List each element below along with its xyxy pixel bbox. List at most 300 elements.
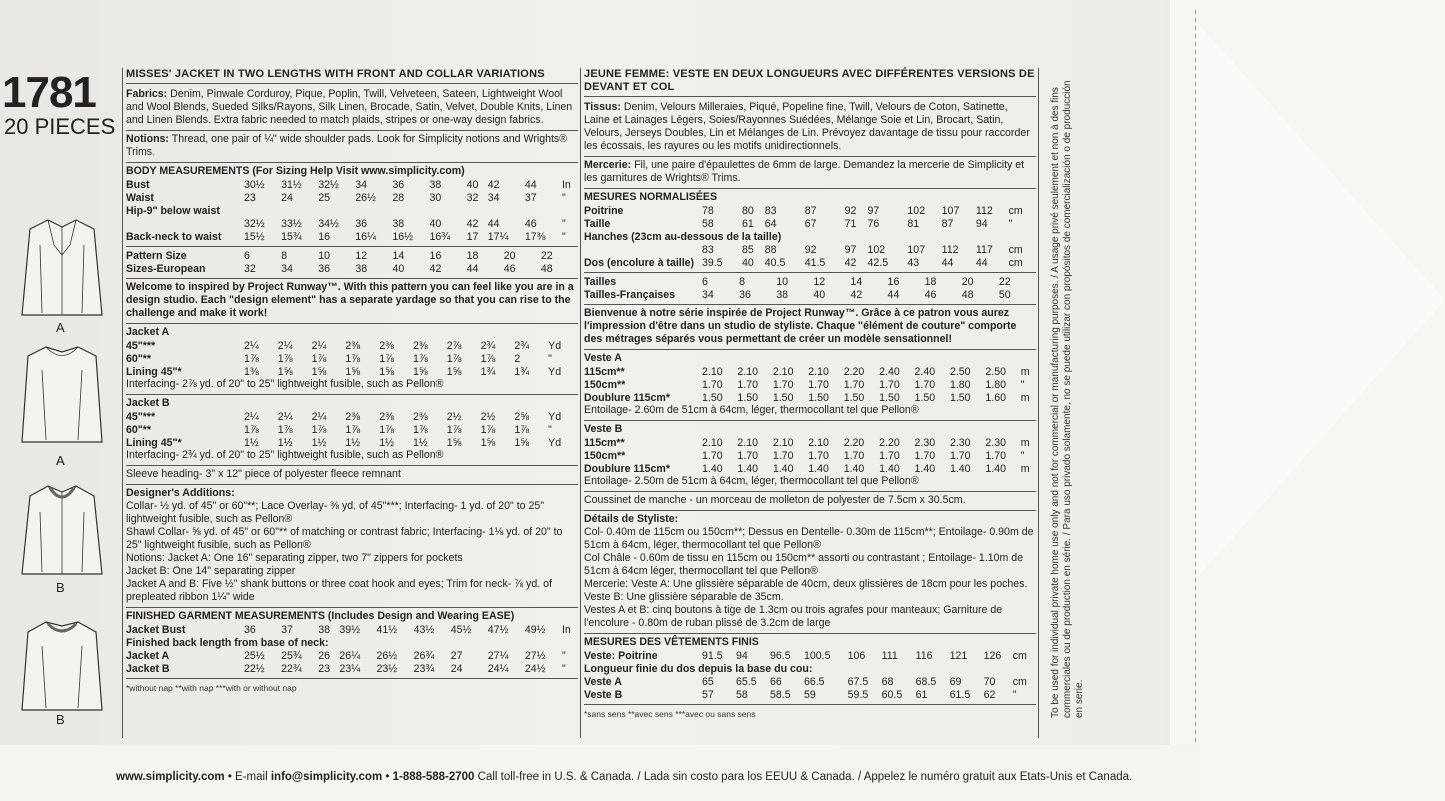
- column-rule-left: [122, 68, 123, 738]
- table-cell: 17¼: [487, 230, 509, 243]
- en-sizes: [126, 247, 578, 279]
- table-row: [126, 204, 578, 217]
- table-cell: 46: [924, 288, 937, 301]
- table-cell: 1.50: [808, 391, 829, 404]
- row-label: Jacket Bust: [126, 623, 186, 636]
- table-cell: 16¼: [355, 230, 376, 243]
- row-label: Hanches (23cm au-dessous de la taille): [584, 230, 782, 243]
- row-label: Hip-9" below waist: [126, 204, 220, 217]
- table-cell: 58.5: [769, 688, 791, 701]
- table-row: [126, 365, 578, 378]
- table-cell: 102: [867, 243, 886, 256]
- fr-finished-table: [584, 649, 1036, 701]
- en-body-measurements: [126, 163, 578, 247]
- row-label: 150cm**: [584, 449, 626, 462]
- table-cell: 39½: [339, 623, 361, 636]
- table-cell: 80: [741, 204, 754, 217]
- row-label: Veste: Poitrine: [584, 649, 658, 662]
- table-cell: 1⅞: [446, 423, 462, 436]
- table-cell: 50: [998, 288, 1011, 301]
- fr-notions-label: Mercerie:: [584, 159, 632, 171]
- usage-notice-line: To be used for individual private home use only and not for commercial or manufacturing purposes. / A usage privé seulement et non à des fins: [1050, 87, 1061, 718]
- table-cell: 61: [915, 688, 928, 701]
- table-row: [126, 178, 578, 191]
- table-cell: 1⅝: [379, 365, 394, 378]
- table-cell: 6: [244, 249, 250, 262]
- table-row: [584, 675, 1036, 688]
- table-cell: 27½: [524, 649, 546, 662]
- row-label: Sizes-European: [126, 262, 206, 275]
- fr-fabrics: [584, 99, 1036, 157]
- table-cell: 27¼: [487, 649, 509, 662]
- table-cell: 2.50: [949, 365, 971, 378]
- table-cell: m: [1020, 462, 1030, 475]
- table-row: [126, 649, 578, 662]
- jacket-a-front-sketch: [18, 215, 106, 320]
- table-cell: 2.30: [985, 436, 1006, 449]
- table-row: [126, 410, 578, 423]
- en-finished-head: FINISHED GARMENT MEASUREMENTS (Includes Design and Wearing EASE): [126, 610, 515, 622]
- table-cell: 1½: [412, 436, 428, 449]
- table-cell: 1⅝: [514, 436, 530, 449]
- table-cell: 116: [915, 649, 933, 662]
- row-label: [584, 243, 702, 256]
- french-column: [584, 68, 1036, 721]
- table-cell: 8: [739, 275, 746, 288]
- table-cell: 1.50: [879, 391, 900, 404]
- table-cell: 59: [803, 688, 816, 701]
- table-cell: Yd: [548, 436, 562, 449]
- table-cell: 34: [281, 262, 293, 275]
- fr-finished-measurements: [584, 634, 1036, 705]
- row-label: Back-neck to waist: [126, 230, 222, 243]
- table-row: [584, 256, 1036, 269]
- table-cell: 1.70: [949, 449, 971, 462]
- table-cell: 38: [318, 623, 330, 636]
- table-cell: 65.5: [735, 675, 757, 688]
- table-cell: 18: [466, 249, 479, 262]
- table-cell: cm: [1012, 649, 1027, 662]
- table-cell: 66.5: [803, 675, 825, 688]
- table-cell: 25: [318, 191, 330, 204]
- table-row: [126, 339, 578, 352]
- table-cell: 2¼: [311, 339, 327, 352]
- table-cell: 26: [318, 649, 330, 662]
- en-body-head: BODY MEASUREMENTS (For Sizing Help Visit www.simplicity.com): [126, 165, 465, 177]
- table-cell: 25½: [244, 649, 265, 662]
- table-row: [584, 391, 1036, 404]
- sketch-label-a1: A: [56, 320, 65, 335]
- row-label: Waist: [126, 191, 154, 204]
- row-label: 45"***: [126, 339, 156, 352]
- table-row: [126, 636, 578, 649]
- fr-designer-additions: [584, 511, 1036, 634]
- table-cell: 16½: [392, 230, 413, 243]
- table-cell: 23¼: [339, 662, 361, 675]
- table-cell: 15½: [244, 230, 265, 243]
- table-cell: 2¾: [480, 339, 496, 352]
- table-cell: 2¼: [244, 339, 259, 352]
- table-cell: 32½: [244, 217, 265, 230]
- table-row: [584, 462, 1036, 475]
- fr-jacket-a-interfacing: Entoilage- 2.60m de 51cm à 64cm, léger, thermocollant tel que Pellon®: [584, 404, 919, 416]
- table-cell: ": [561, 649, 566, 662]
- table-cell: 1.70: [914, 449, 936, 462]
- table-cell: 32: [466, 191, 479, 204]
- table-cell: 1⅞: [311, 352, 327, 365]
- table-cell: 27: [450, 649, 463, 662]
- table-cell: 1.70: [879, 449, 900, 462]
- table-cell: 1⅝: [277, 365, 293, 378]
- table-cell: ": [1012, 688, 1017, 701]
- fr-size-table: [584, 275, 1036, 301]
- table-row: [584, 649, 1036, 662]
- table-cell: 1.40: [808, 462, 829, 475]
- table-row: [584, 217, 1036, 230]
- en-notions-label: Notions:: [126, 133, 169, 145]
- table-cell: 57: [702, 688, 714, 701]
- footer-phone: 1-888-588-2700: [392, 771, 475, 783]
- row-label: Lining 45"*: [126, 365, 182, 378]
- row-label: Dos (encolure à taille): [584, 256, 695, 269]
- table-cell: 1½: [277, 436, 293, 449]
- table-cell: 16¾: [429, 230, 451, 243]
- table-cell: 16: [318, 230, 330, 243]
- table-cell: 38: [429, 178, 442, 191]
- sketch-label-b1: B: [56, 580, 65, 595]
- table-cell: Yd: [548, 339, 562, 352]
- table-cell: 37: [281, 623, 293, 636]
- table-cell: 62: [983, 688, 996, 701]
- table-cell: 1½: [345, 436, 361, 449]
- footer-website-link[interactable]: www.simplicity.com: [116, 771, 225, 783]
- table-cell: 26½: [355, 191, 376, 204]
- table-row: [126, 662, 578, 675]
- table-cell: 96.5: [769, 649, 791, 662]
- table-row: [126, 230, 578, 243]
- table-cell: 2.10: [772, 436, 794, 449]
- table-cell: 1.70: [737, 378, 759, 391]
- jacket-a-back-sketch: [18, 342, 106, 447]
- table-cell: 1.40: [985, 462, 1006, 475]
- table-row: [126, 623, 578, 636]
- fr-fabrics-label: Tissus:: [584, 101, 621, 113]
- table-cell: 47½: [487, 623, 509, 636]
- table-cell: 1.40: [702, 462, 723, 475]
- footer-separator: •: [382, 771, 393, 783]
- table-cell: 23: [318, 662, 330, 675]
- table-cell: ": [561, 217, 566, 230]
- en-notions: [126, 131, 578, 163]
- table-cell: 10: [776, 275, 789, 288]
- table-cell: 1.70: [772, 378, 794, 391]
- table-cell: 42: [429, 262, 442, 275]
- table-cell: m: [1020, 436, 1030, 449]
- table-cell: 22¾: [281, 662, 302, 675]
- table-cell: 42: [850, 288, 863, 301]
- table-cell: 41.5: [804, 256, 826, 269]
- table-cell: 1.70: [843, 449, 865, 462]
- en-designer-line: Shawl Collar- ⅝ yd. of 45" or 60"** of matching or contrast fabric; Interfacing- 1⅛ yd. of 20" to 25" lightweight fusible, such as Pellon®: [126, 526, 563, 551]
- fr-designer-line: Col Châle - 0.60m de tissu en 115cm ou 150cm** assorti ou contrastant ; Entoilage- 1.10m de 51cm à 64cm léger, thermocollant tel que Pellon®: [584, 552, 1024, 577]
- table-cell: 1⅞: [379, 423, 394, 436]
- table-cell: 112: [941, 243, 959, 256]
- table-row: [584, 288, 1036, 301]
- table-cell: 1.40: [772, 462, 794, 475]
- table-cell: 88: [764, 243, 777, 256]
- table-cell: 12: [813, 275, 826, 288]
- table-cell: 20: [961, 275, 974, 288]
- table-cell: 2.10: [772, 365, 794, 378]
- table-cell: 2.20: [843, 365, 865, 378]
- table-cell: 1.40: [879, 462, 900, 475]
- en-jacket-b-head: Jacket B: [126, 397, 170, 409]
- table-row: [584, 230, 1036, 243]
- row-label: Bust: [126, 178, 150, 191]
- en-jacket-b-interfacing: Interfacing- 2¾ yd. of 20" to 25" lightweight fusible, such as Pellon®: [126, 449, 444, 461]
- table-cell: 49½: [524, 623, 546, 636]
- table-cell: 67: [804, 217, 817, 230]
- table-cell: 1⅜: [244, 365, 259, 378]
- table-row: [126, 352, 578, 365]
- table-cell: 1.50: [843, 391, 865, 404]
- table-cell: cm: [1012, 675, 1027, 688]
- row-label: 150cm**: [584, 378, 626, 391]
- table-cell: 44: [975, 256, 988, 269]
- en-jacket-a: [126, 324, 578, 395]
- table-cell: 121: [949, 649, 968, 662]
- table-cell: 42: [466, 217, 479, 230]
- table-cell: 2¼: [277, 339, 293, 352]
- fr-designer-line: Veste B: Une glissière séparable de 35cm.: [584, 591, 784, 603]
- table-cell: 44: [487, 217, 500, 230]
- table-cell: 1.50: [772, 391, 794, 404]
- table-cell: 14: [392, 249, 405, 262]
- column-rule-middle: [580, 68, 581, 738]
- table-cell: 106: [847, 649, 866, 662]
- fr-nap-note: *sans sens **avec sens ***avec ou sans sens: [584, 709, 756, 719]
- en-jacket-b: [126, 395, 578, 466]
- row-label: Doublure 115cm*: [584, 462, 670, 475]
- table-cell: cm: [1008, 204, 1023, 217]
- table-cell: 1.70: [879, 378, 900, 391]
- fr-notions: [584, 157, 1036, 189]
- table-row: [584, 275, 1036, 288]
- table-cell: 2¾: [514, 339, 530, 352]
- en-jacket-a-interfacing: Interfacing- 2⅞ yd. of 20" to 25" lightweight fusible, such as Pellon®: [126, 378, 444, 390]
- table-cell: 1⅝: [480, 436, 496, 449]
- table-cell: 92: [844, 204, 857, 217]
- table-cell: 26¼: [339, 649, 361, 662]
- table-cell: 94: [975, 217, 988, 230]
- table-cell: 46: [524, 217, 537, 230]
- table-row: [126, 217, 578, 230]
- usage-notice: [1050, 78, 1086, 718]
- table-cell: 1.70: [702, 378, 723, 391]
- table-cell: 8: [281, 249, 288, 262]
- en-nap-note: *without nap **with nap ***with or without nap: [126, 683, 297, 693]
- table-cell: Yd: [548, 365, 562, 378]
- table-cell: 58: [702, 217, 714, 230]
- en-finished-measurements: [126, 608, 578, 679]
- fr-designer-line: Mercerie: Veste A: Une glissière séparable de 40cm, deux glissières de 18cm pour les poches.: [584, 578, 1028, 590]
- table-row: [126, 249, 578, 262]
- table-cell: 36: [318, 262, 331, 275]
- table-cell: 20: [503, 249, 516, 262]
- table-cell: 64: [764, 217, 777, 230]
- jacket-b-back-sketch: [18, 614, 106, 719]
- table-cell: 69: [949, 675, 962, 688]
- sketch-label-a2: A: [56, 453, 65, 468]
- table-row: [126, 436, 578, 449]
- en-jacket-a-table: [126, 339, 578, 378]
- row-label: Lining 45"*: [126, 436, 182, 449]
- table-cell: 44: [524, 178, 537, 191]
- table-cell: 1.80: [985, 378, 1006, 391]
- row-label: Veste A: [584, 675, 622, 688]
- table-cell: 45½: [450, 623, 472, 636]
- en-notions-text: Thread, one pair of ¼" wide shoulder pads. Look for Simplicity notions and Wrights® Trims.: [126, 133, 568, 158]
- table-cell: 6: [702, 275, 708, 288]
- row-label: Longueur finie du dos depuis la base du cou:: [584, 662, 813, 675]
- table-cell: 1⅞: [244, 352, 259, 365]
- row-label: 115cm**: [584, 365, 625, 378]
- table-cell: 2.10: [808, 365, 829, 378]
- table-cell: 1⅞: [379, 352, 394, 365]
- table-cell: 32: [244, 262, 256, 275]
- table-cell: m: [1020, 365, 1030, 378]
- table-cell: ": [561, 662, 566, 675]
- table-cell: 1⅝: [311, 365, 327, 378]
- table-cell: 43: [907, 256, 920, 269]
- table-row: [584, 365, 1036, 378]
- fr-jacket-b-table: [584, 436, 1036, 475]
- table-cell: 92: [804, 243, 817, 256]
- table-cell: ": [548, 423, 552, 436]
- footer-email-link[interactable]: info@simplicity.com: [270, 771, 383, 783]
- sketch-label-b2: B: [56, 712, 65, 727]
- table-row: [584, 204, 1036, 217]
- table-cell: 107: [907, 243, 926, 256]
- table-cell: 2.50: [985, 365, 1006, 378]
- en-size-table: [126, 249, 578, 275]
- table-cell: 38: [392, 217, 405, 230]
- row-label: Finished back length from base of neck:: [126, 636, 329, 649]
- row-label: Tailles: [584, 275, 617, 288]
- fr-designer-line: Col- 0.40m de 115cm ou 150cm**; Dessus en Dentelle- 0.30m de 115cm**; Entoilage- 0.90m de 51cm à 64cm, léger, thermocollant tel que Pellon®: [584, 526, 1034, 551]
- fr-welcome: Bienvenue à notre série inspirée de Project Runway™. Grâce à ce patron vous aurez l'impression d'être dans un studio de styliste. Chaque "élément de couture" comporte des métrages séparés vous permettant de créer un modèle sensationnel!: [584, 305, 1036, 350]
- table-cell: 1⅞: [244, 423, 259, 436]
- table-cell: 2⅜: [412, 339, 428, 352]
- table-cell: cm: [1008, 243, 1023, 256]
- table-cell: 91.5: [702, 649, 723, 662]
- table-cell: 78: [702, 204, 714, 217]
- en-designer-line: Notions: Jacket A: One 16" separating zipper, two 7" zippers for pockets: [126, 552, 463, 564]
- table-cell: 44: [466, 262, 479, 275]
- table-cell: 65: [702, 675, 714, 688]
- pattern-number: 1781: [2, 68, 96, 117]
- table-row: [584, 688, 1036, 701]
- en-fabrics-label: Fabrics:: [126, 88, 168, 100]
- pattern-pieces-count: 20 PIECES: [4, 114, 116, 139]
- table-cell: 2.40: [879, 365, 900, 378]
- table-cell: 25¾: [281, 649, 302, 662]
- table-cell: ": [1020, 449, 1025, 462]
- fr-designer-head: Détails de Styliste:: [584, 513, 679, 525]
- fr-body-measurements: [584, 189, 1036, 273]
- table-cell: 61: [741, 217, 754, 230]
- table-cell: cm: [1008, 256, 1023, 269]
- en-designer-line: Collar- ½ yd. of 45" or 60"**; Lace Overlay- ⅜ yd. of 45"***; Interfacing- 1 yd. of 20" to 25" lightweight fusible, such as Pellon®: [126, 500, 545, 525]
- table-cell: 30: [429, 191, 442, 204]
- table-cell: 1½: [244, 436, 259, 449]
- table-cell: 12: [355, 249, 368, 262]
- table-row: [126, 191, 578, 204]
- table-cell: 44: [941, 256, 954, 269]
- table-cell: 48: [961, 288, 974, 301]
- table-cell: 59.5: [847, 688, 869, 701]
- table-cell: 38: [776, 288, 789, 301]
- table-cell: 111: [881, 649, 898, 662]
- table-cell: 1½: [311, 436, 327, 449]
- table-cell: 2.10: [737, 365, 759, 378]
- column-rule-right: [1038, 68, 1039, 738]
- table-cell: 17: [466, 230, 479, 243]
- table-cell: 2⅜: [379, 410, 394, 423]
- table-cell: 1.40: [914, 462, 936, 475]
- fr-jacket-a-table: [584, 365, 1036, 404]
- table-cell: 23: [244, 191, 256, 204]
- table-cell: 70: [983, 675, 996, 688]
- table-cell: 66: [769, 675, 782, 688]
- table-cell: 1⅞: [412, 352, 428, 365]
- table-cell: 1⅝: [345, 365, 361, 378]
- fr-finished-head: MESURES DES VÊTEMENTS FINIS: [584, 636, 759, 648]
- table-cell: 1.60: [985, 391, 1006, 404]
- table-cell: 2⅜: [345, 339, 361, 352]
- table-cell: 22: [998, 275, 1011, 288]
- table-cell: ": [561, 191, 566, 204]
- table-cell: ": [548, 352, 552, 365]
- table-cell: In: [561, 178, 571, 191]
- fr-notions-text: Fil, une paire d'épaulettes de 6mm de large. Demandez la mercerie de Simplicity et les garnitures de Wrights® Trims.: [584, 159, 1025, 184]
- table-cell: 30½: [244, 178, 265, 191]
- row-label: Veste B: [584, 688, 623, 701]
- table-cell: 46: [503, 262, 516, 275]
- table-cell: 1.50: [914, 391, 936, 404]
- footer-email-label: • E-mail: [224, 771, 271, 783]
- table-cell: 100.5: [803, 649, 831, 662]
- table-cell: 34: [355, 178, 368, 191]
- table-cell: 40: [813, 288, 826, 301]
- table-cell: 2.10: [702, 436, 723, 449]
- table-cell: 1⅝: [446, 436, 462, 449]
- en-designer-additions: [126, 485, 578, 608]
- table-cell: 87: [941, 217, 954, 230]
- table-cell: 36: [244, 623, 256, 636]
- table-cell: 41½: [376, 623, 398, 636]
- envelope-flap-fold: [1195, 20, 1445, 580]
- table-cell: 2.40: [914, 365, 936, 378]
- table-cell: 1.70: [737, 449, 759, 462]
- row-label: Pattern Size: [126, 249, 187, 262]
- table-cell: 1⅞: [412, 423, 428, 436]
- table-cell: 67.5: [847, 675, 869, 688]
- table-cell: 1.40: [737, 462, 759, 475]
- table-cell: 2½: [480, 410, 496, 423]
- usage-notice-line: commerciales ou de production en série. / Para uso privado solamente, no se puede utilizar con propósitos de comercialización o de producción en serie.: [1062, 80, 1085, 718]
- table-row: [584, 662, 1036, 675]
